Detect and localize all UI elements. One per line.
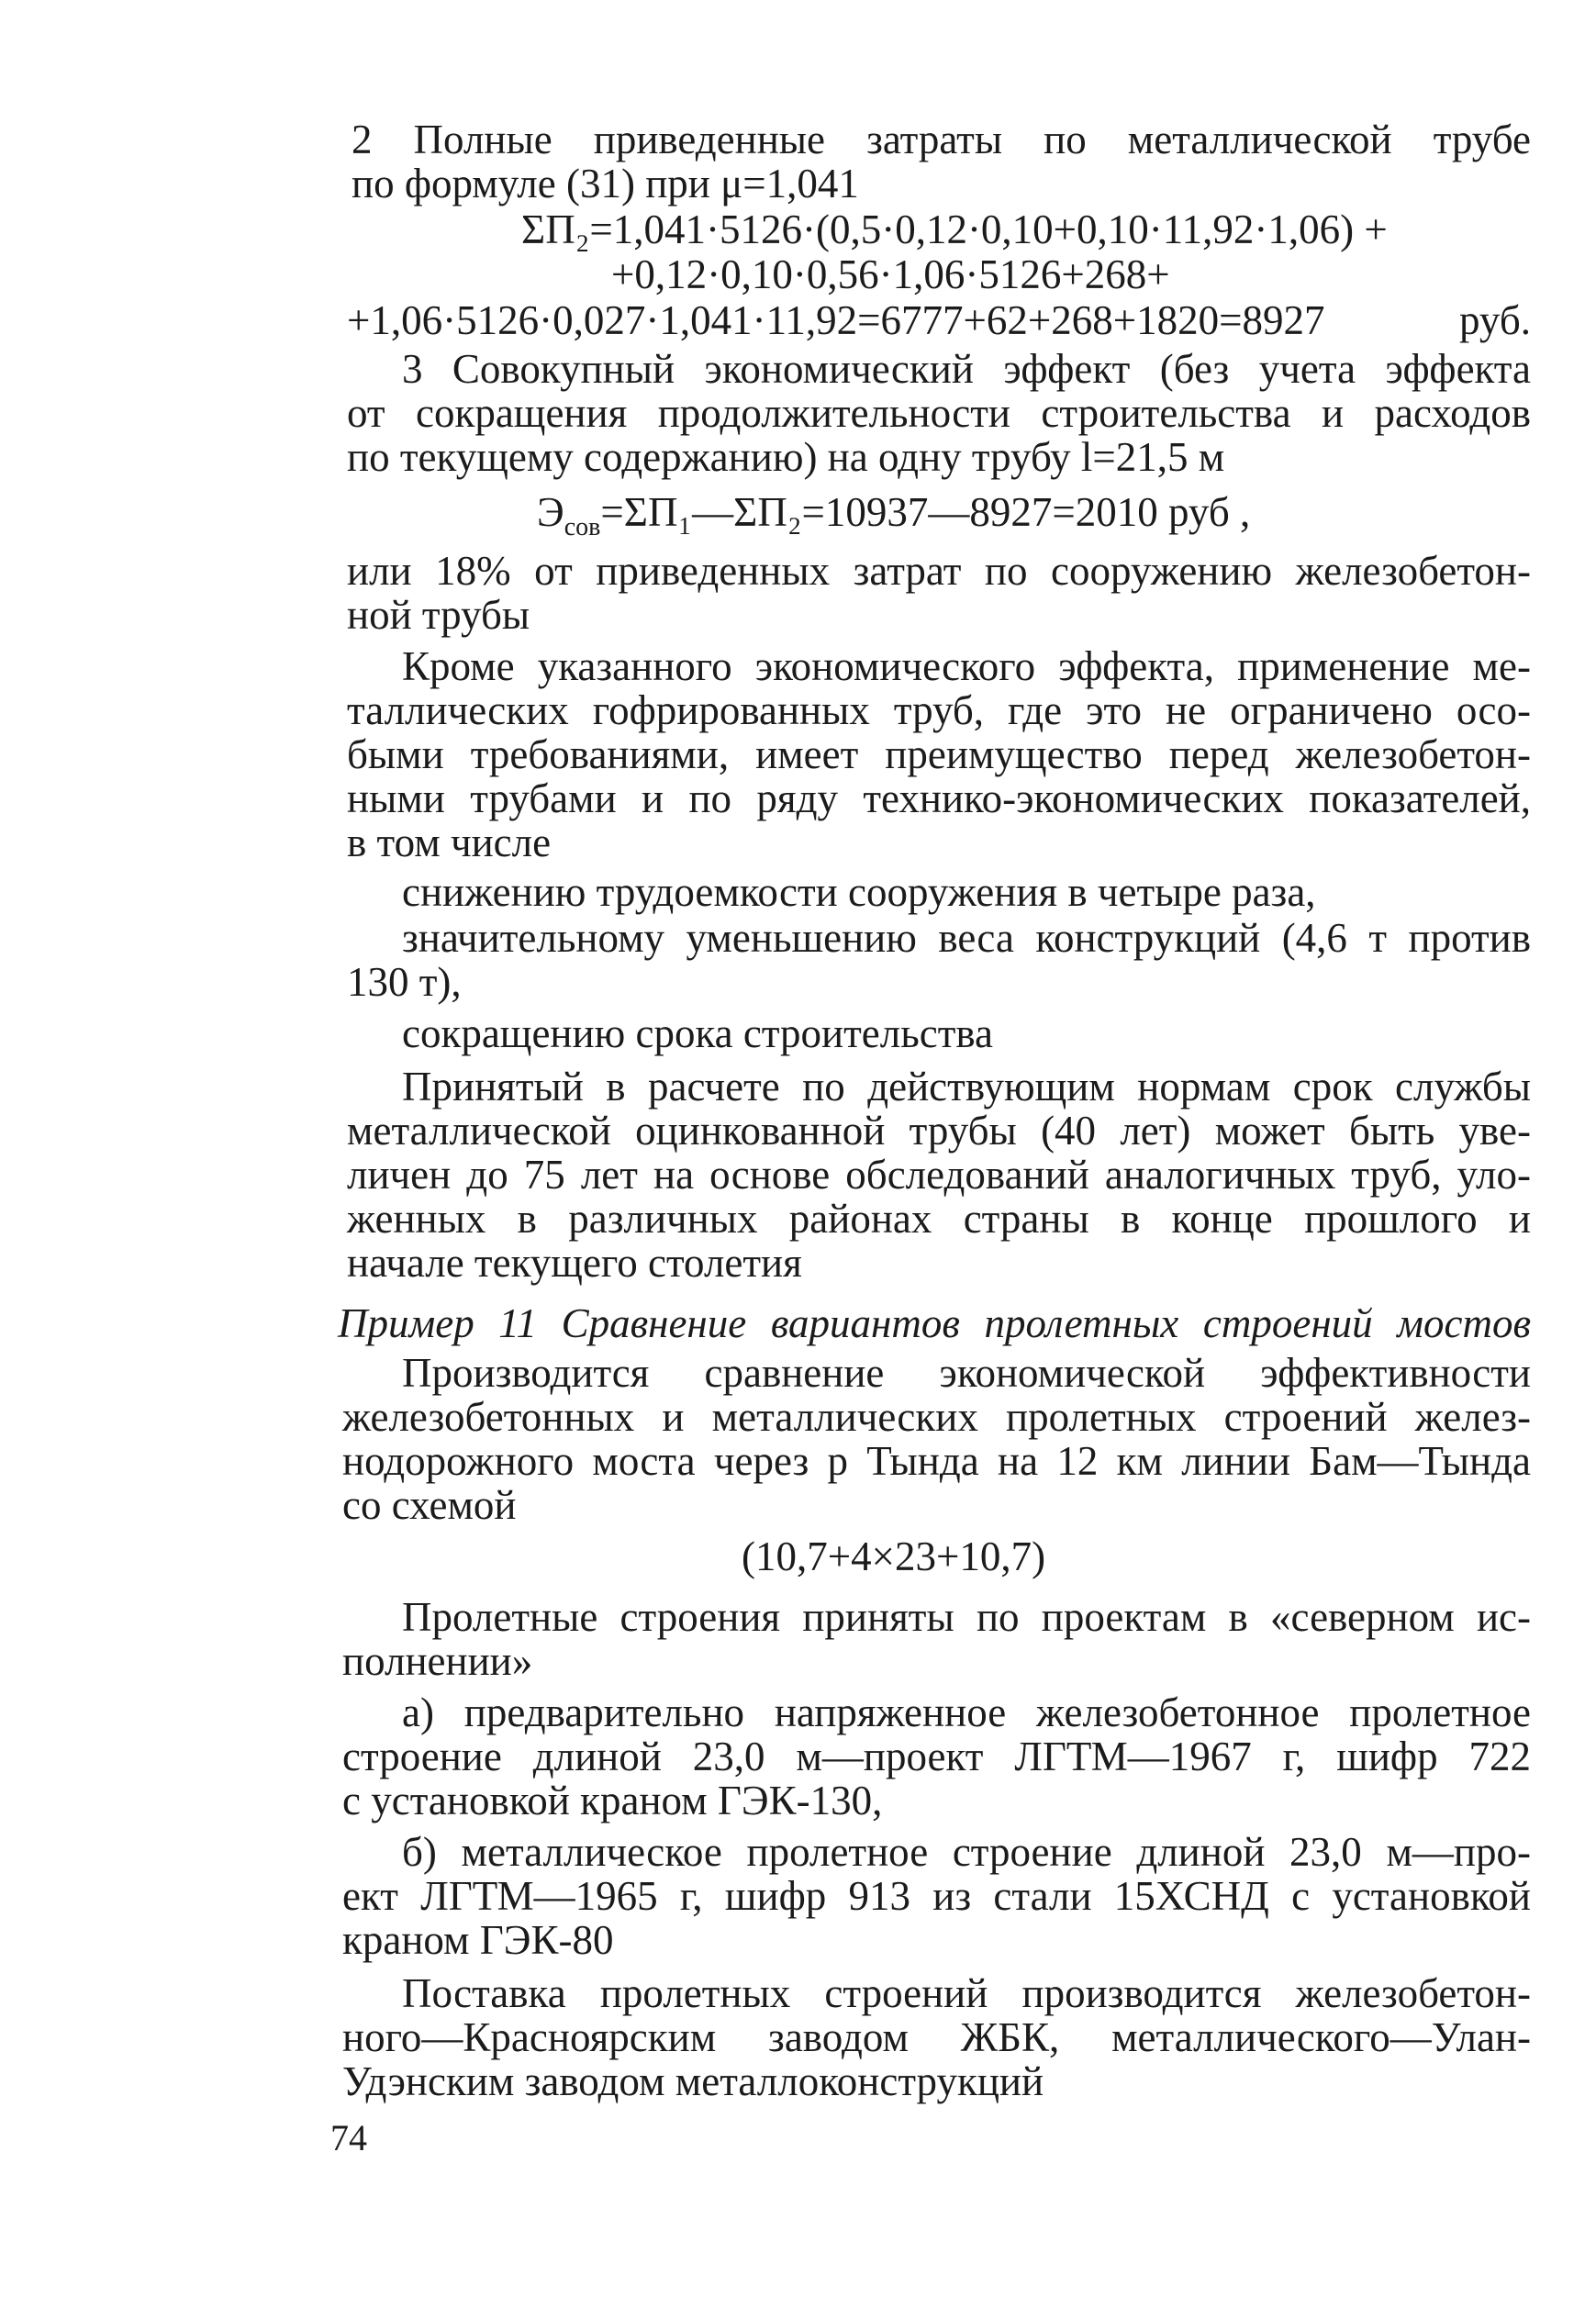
- list-item: краном ГЭК-80: [342, 1917, 614, 1963]
- text-line: по формуле (31) при μ=1,041: [352, 161, 859, 206]
- list-item: сокращению срока строительства: [402, 1010, 993, 1056]
- text-line: ными трубами и по ряду технико-экономических показателей,: [347, 775, 1531, 821]
- section-heading: Пример 11 Сравнение вариантов пролетных строений мостов: [338, 1300, 1531, 1346]
- list-item: с установкой краном ГЭК-130,: [342, 1778, 883, 1823]
- formula-line: $Э_{сов}=\Sigma П_1—\Sigma П_2=10937—8927=2010$ руб ,: [537, 489, 1251, 541]
- text-line: начале текущего столетия: [347, 1240, 802, 1286]
- text-line: ного—Красноярским заводом ЖБК, металлического—Улан-: [342, 2014, 1531, 2060]
- text-line: или 18% от приведенных затрат по сооружению железобетон-: [347, 548, 1531, 594]
- formula-line: +0,12·0,10·0,56·1,06·5126+268+: [611, 251, 1170, 297]
- text-line: нодорожного моста через р Тында на 12 км линии Бам—Тында: [342, 1438, 1531, 1484]
- text-line: железобетонных и металлических пролетных строений желез-: [342, 1394, 1531, 1440]
- text-line: ной трубы: [347, 592, 530, 638]
- text-line: личен до 75 лет на основе обследований аналогичных труб, уло-: [347, 1152, 1531, 1198]
- text-line: от сокращения продолжительности строительства и расходов: [347, 390, 1531, 436]
- text-line: женных в различных районах страны в конце прошлого и: [347, 1196, 1531, 1242]
- text-line: металлической оцинкованной трубы (40 лет) может быть уве-: [347, 1108, 1531, 1154]
- list-item: б) металлическое пролетное строение длиной 23,0 м—про-: [402, 1829, 1531, 1875]
- page-number: 74: [330, 2117, 367, 2158]
- text-line: 3 Совокупный экономический эффект (без учета эффекта: [402, 346, 1531, 392]
- text-line: со схемой: [342, 1482, 517, 1528]
- text-line: Кроме указанного экономического эффекта, применение ме-: [402, 643, 1531, 689]
- text-line: Удэнским заводом металлоконструкций: [342, 2058, 1044, 2104]
- text-line: полнении»: [342, 1638, 533, 1684]
- list-item: 130 т),: [347, 959, 462, 1005]
- formula-line: (10,7+4×23+10,7): [742, 1533, 1046, 1579]
- list-item: строение длиной 23,0 м—проект ЛГТМ—1967 г, шифр 722: [342, 1734, 1531, 1779]
- text-line: Поставка пролетных строений производится железобетон-: [402, 1970, 1531, 2016]
- text-line: Производится сравнение экономической эффективности: [402, 1350, 1531, 1396]
- list-item: ект ЛГТМ—1965 г, шифр 913 из стали 15ХСНД с установкой: [342, 1873, 1531, 1919]
- text-line: в том числе: [347, 820, 552, 865]
- list-item: значительному уменьшению веса конструкций (4,6 т против: [402, 915, 1531, 961]
- text-line: Пролетные строения приняты по проектам в «северном ис-: [402, 1594, 1531, 1640]
- subscript: сов: [564, 513, 601, 541]
- list-item: а) предварительно напряженное железобетонное пролетное: [402, 1689, 1531, 1735]
- text-line: таллических гофрированных труб, где это не ограничено осо-: [347, 687, 1531, 733]
- formula-line: +1,06·5126·0,027·1,041·11,92=6777+62+268+1820=8927 руб.: [347, 297, 1531, 343]
- list-item: снижению трудоемкости сооружения в четыре раза,: [402, 869, 1316, 915]
- text-line: 2 Полные приведенные затраты по металлической трубе: [352, 117, 1531, 162]
- text-line: по текущему содержанию) на одну трубу l=21,5 м: [347, 434, 1225, 480]
- text-line: быми требованиями, имеет преимущество перед железобетон-: [347, 731, 1531, 777]
- formula-line: ΣП₂=1,041·5126·(0,5·0,12·0,10+0,10·11,92·1,06) +: [521, 206, 1388, 252]
- text-line: Принятый в расчете по действующим нормам срок службы: [402, 1064, 1531, 1109]
